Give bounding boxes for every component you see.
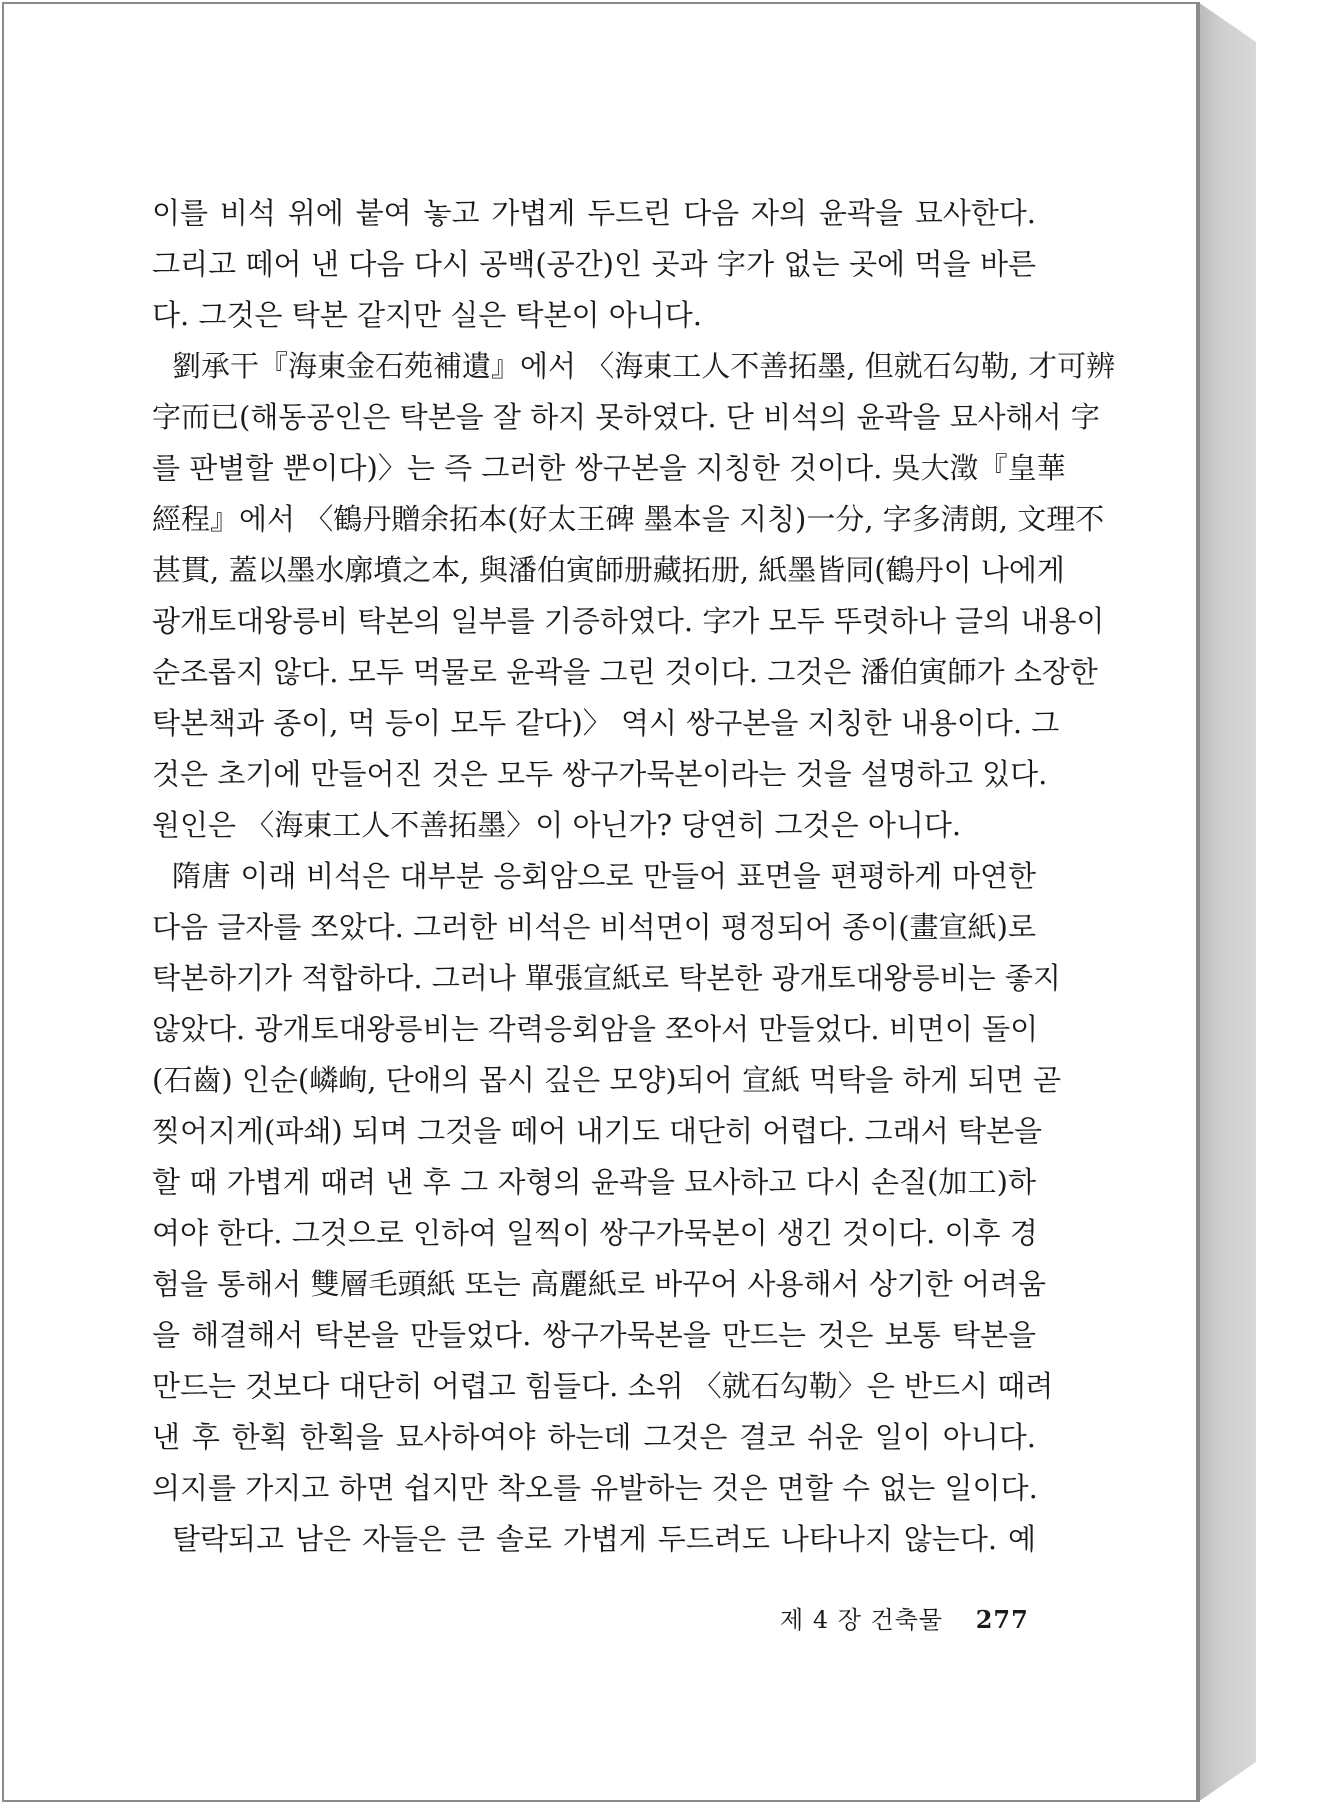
text-line: 찢어지게(파쇄) 되며 그것을 떼어 내기도 대단히 어렵다. 그래서 탁본을	[152, 1114, 1042, 1148]
text-line: 劉承干『海東金石苑補遺』에서 〈海東工人不善拓墨, 但就石勾勒, 才可辨	[172, 349, 1116, 383]
text-line: 않았다. 광개토대왕릉비는 각력응회암을 쪼아서 만들었다. 비면이 돌이	[152, 1012, 1039, 1046]
text-line: 을 해결해서 탁본을 만들었다. 쌍구가묵본을 만드는 것은 보통 탁본을	[152, 1318, 1036, 1352]
text-line: 할 때 가볍게 때려 낸 후 그 자형의 윤곽을 묘사하고 다시 손질(加工)하	[152, 1165, 1036, 1199]
text-line: 원인은 〈海東工人不善拓墨〉이 아닌가? 당연히 그것은 아니다.	[152, 808, 962, 842]
text-line: 만드는 것보다 대단히 어렵고 힘들다. 소위 〈就石勾勒〉은 반드시 때려	[152, 1369, 1054, 1403]
text-line: 隋唐 이래 비석은 대부분 응회암으로 만들어 표면을 편평하게 마연한	[172, 859, 1036, 893]
text-line: 순조롭지 않다. 모두 먹물로 윤곽을 그린 것이다. 그것은 潘伯寅師가 소장한	[152, 655, 1098, 689]
text-line: 이를 비석 위에 붙여 놓고 가볍게 두드린 다음 자의 윤곽을 묘사한다.	[152, 196, 1036, 230]
page-edge-line	[1198, 2, 1200, 1802]
text-line: 탈락되고 남은 자들은 큰 솔로 가볍게 두드려도 나타나지 않는다. 예	[172, 1522, 1036, 1556]
text-line: 험을 통해서 雙層毛頭紙 또는 高麗紙로 바꾸어 사용해서 상기한 어려움	[152, 1267, 1047, 1301]
text-line: 그리고 떼어 낸 다음 다시 공백(공간)인 곳과 字가 없는 곳에 먹을 바른	[152, 247, 1036, 281]
page-footer	[780, 1600, 1029, 1635]
page-number: 277	[975, 1605, 1029, 1634]
text-line: 것은 초기에 만들어진 것은 모두 쌍구가묵본이라는 것을 설명하고 있다.	[152, 757, 1048, 791]
text-line: (石齒) 인순(嶙峋, 단애의 몹시 깊은 모양)되어 宣紙 먹탁을 하게 되면 곧	[152, 1063, 1061, 1097]
text-line: 탁본책과 종이, 먹 등이 모두 같다)〉 역시 쌍구본을 지칭한 내용이다. 그	[152, 706, 1060, 740]
text-line: 광개토대왕릉비 탁본의 일부를 기증하였다. 字가 모두 뚜렷하나 글의 내용이	[152, 604, 1105, 638]
page-edge	[1198, 2, 1256, 1802]
body-text	[152, 188, 1116, 1565]
text-line: 經程』에서 〈鶴丹贈余拓本(好太王碑 墨本을 지칭)一分, 字多淸朗, 文理不	[152, 502, 1105, 536]
chapter-title: 제 4 장 건축물	[780, 1606, 944, 1634]
text-line: 甚貫, 蓋以墨水廓墳之本, 與潘伯寅師册藏拓册, 紙墨皆同(鶴丹이 나에게	[152, 553, 1065, 587]
text-line: 의지를 가지고 하면 쉽지만 착오를 유발하는 것은 면할 수 없는 일이다.	[152, 1471, 1038, 1505]
text-line: 를 판별할 뿐이다)〉는 즉 그러한 쌍구본을 지칭한 것이다. 吳大澂『皇華	[152, 451, 1066, 485]
text-line: 다음 글자를 쪼았다. 그러한 비석은 비석면이 평정되어 종이(畫宣紙)로	[152, 910, 1036, 944]
text-line: 다. 그것은 탁본 같지만 실은 탁본이 아니다.	[152, 298, 702, 332]
text-line: 여야 한다. 그것으로 인하여 일찍이 쌍구가묵본이 생긴 것이다. 이후 경	[152, 1216, 1038, 1250]
text-line: 탁본하기가 적합하다. 그러나 單張宣紙로 탁본한 광개토대왕릉비는 좋지	[152, 961, 1061, 995]
text-line: 낸 후 한획 한획을 묘사하여야 하는데 그것은 결코 쉬운 일이 아니다.	[152, 1420, 1036, 1454]
text-line: 字而已(해동공인은 탁본을 잘 하지 못하였다. 단 비석의 윤곽을 묘사해서 字	[152, 400, 1100, 434]
